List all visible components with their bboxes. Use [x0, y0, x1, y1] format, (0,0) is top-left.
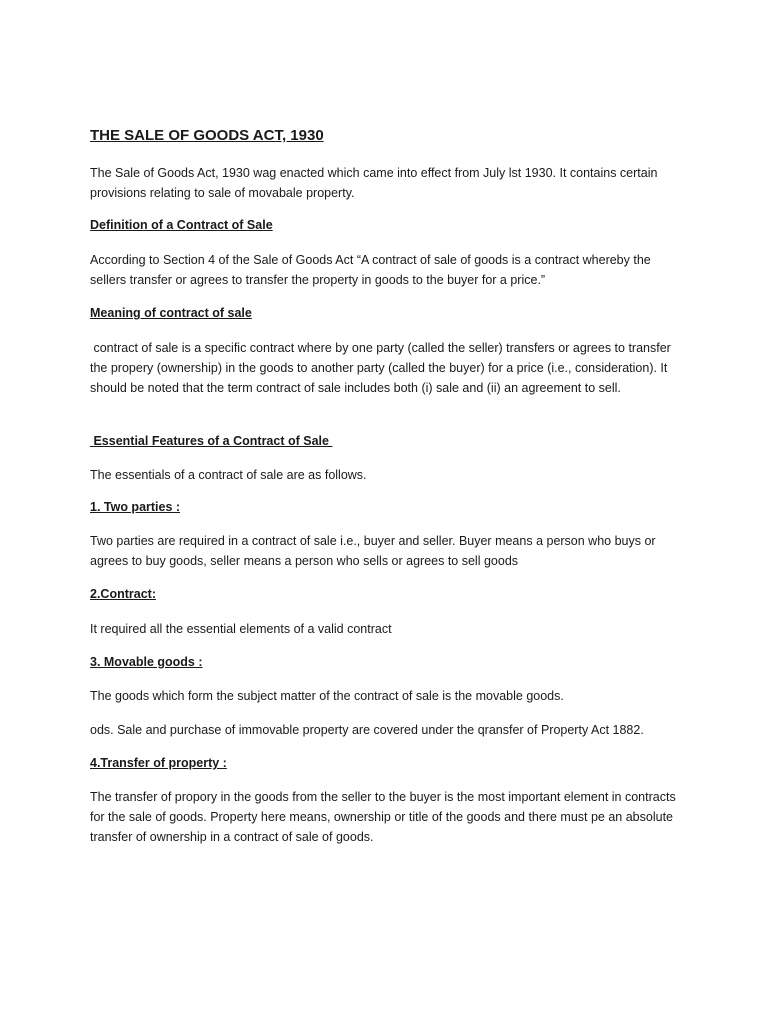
transfer-of-property-heading: 4.Transfer of property : — [90, 756, 227, 770]
movable-goods-heading: 3. Movable goods : — [90, 655, 203, 669]
meaning-paragraph: contract of sale is a specific contract where by one party (called the seller) transfers or agrees to transfer the propery (ownership) in the goods to another party (called the buyer) for a price (i.e., consideration). It should be noted that the term contract of sale includes both (i) sale and (ii) an agreement to sell. — [90, 341, 675, 395]
intro-paragraph: The Sale of Goods Act, 1930 wag enacted which came into effect from July lst 1930. It contains certain provisions relating to sale of movabale property. — [90, 166, 661, 200]
features-intro-paragraph: The essentials of a contract of sale are as follows. — [90, 468, 367, 482]
contract-paragraph: It required all the essential elements of a valid contract — [90, 622, 392, 636]
transfer-of-property-paragraph: The transfer of propory in the goods from the seller to the buyer is the most important element in contracts for the sale of goods. Property here means, ownership or title of the goods and there must pe an absolute transfer of ownership in a contract of sale of goods. — [90, 790, 680, 844]
meaning-heading: Meaning of contract of sale — [90, 306, 252, 320]
definition-paragraph: According to Section 4 of the Sale of Goods Act “A contract of sale of goods is a contract whereby the sellers transfer or agrees to transfer the property in goods to the buyer for a price.” — [90, 253, 655, 287]
two-parties-heading: 1. Two parties : — [90, 500, 181, 514]
contract-heading: 2.Contract: — [90, 587, 156, 601]
definition-heading: Definition of a Contract of Sale — [90, 218, 273, 232]
document-title: THE SALE OF GOODS ACT, 1930 — [90, 127, 324, 144]
features-heading: Essential Features of a Contract of Sale — [90, 434, 333, 448]
movable-goods-paragraph: The goods which form the subject matter of the contract of sale is the movable goods. — [90, 689, 564, 703]
two-parties-paragraph: Two parties are required in a contract of sale i.e., buyer and seller. Buyer means a person who buys or agrees to buy goods, seller means a person who sells or agrees to sell goods — [90, 534, 660, 568]
immovable-property-paragraph: ods. Sale and purchase of immovable property are covered under the qransfer of Property Act 1882. — [90, 723, 644, 737]
